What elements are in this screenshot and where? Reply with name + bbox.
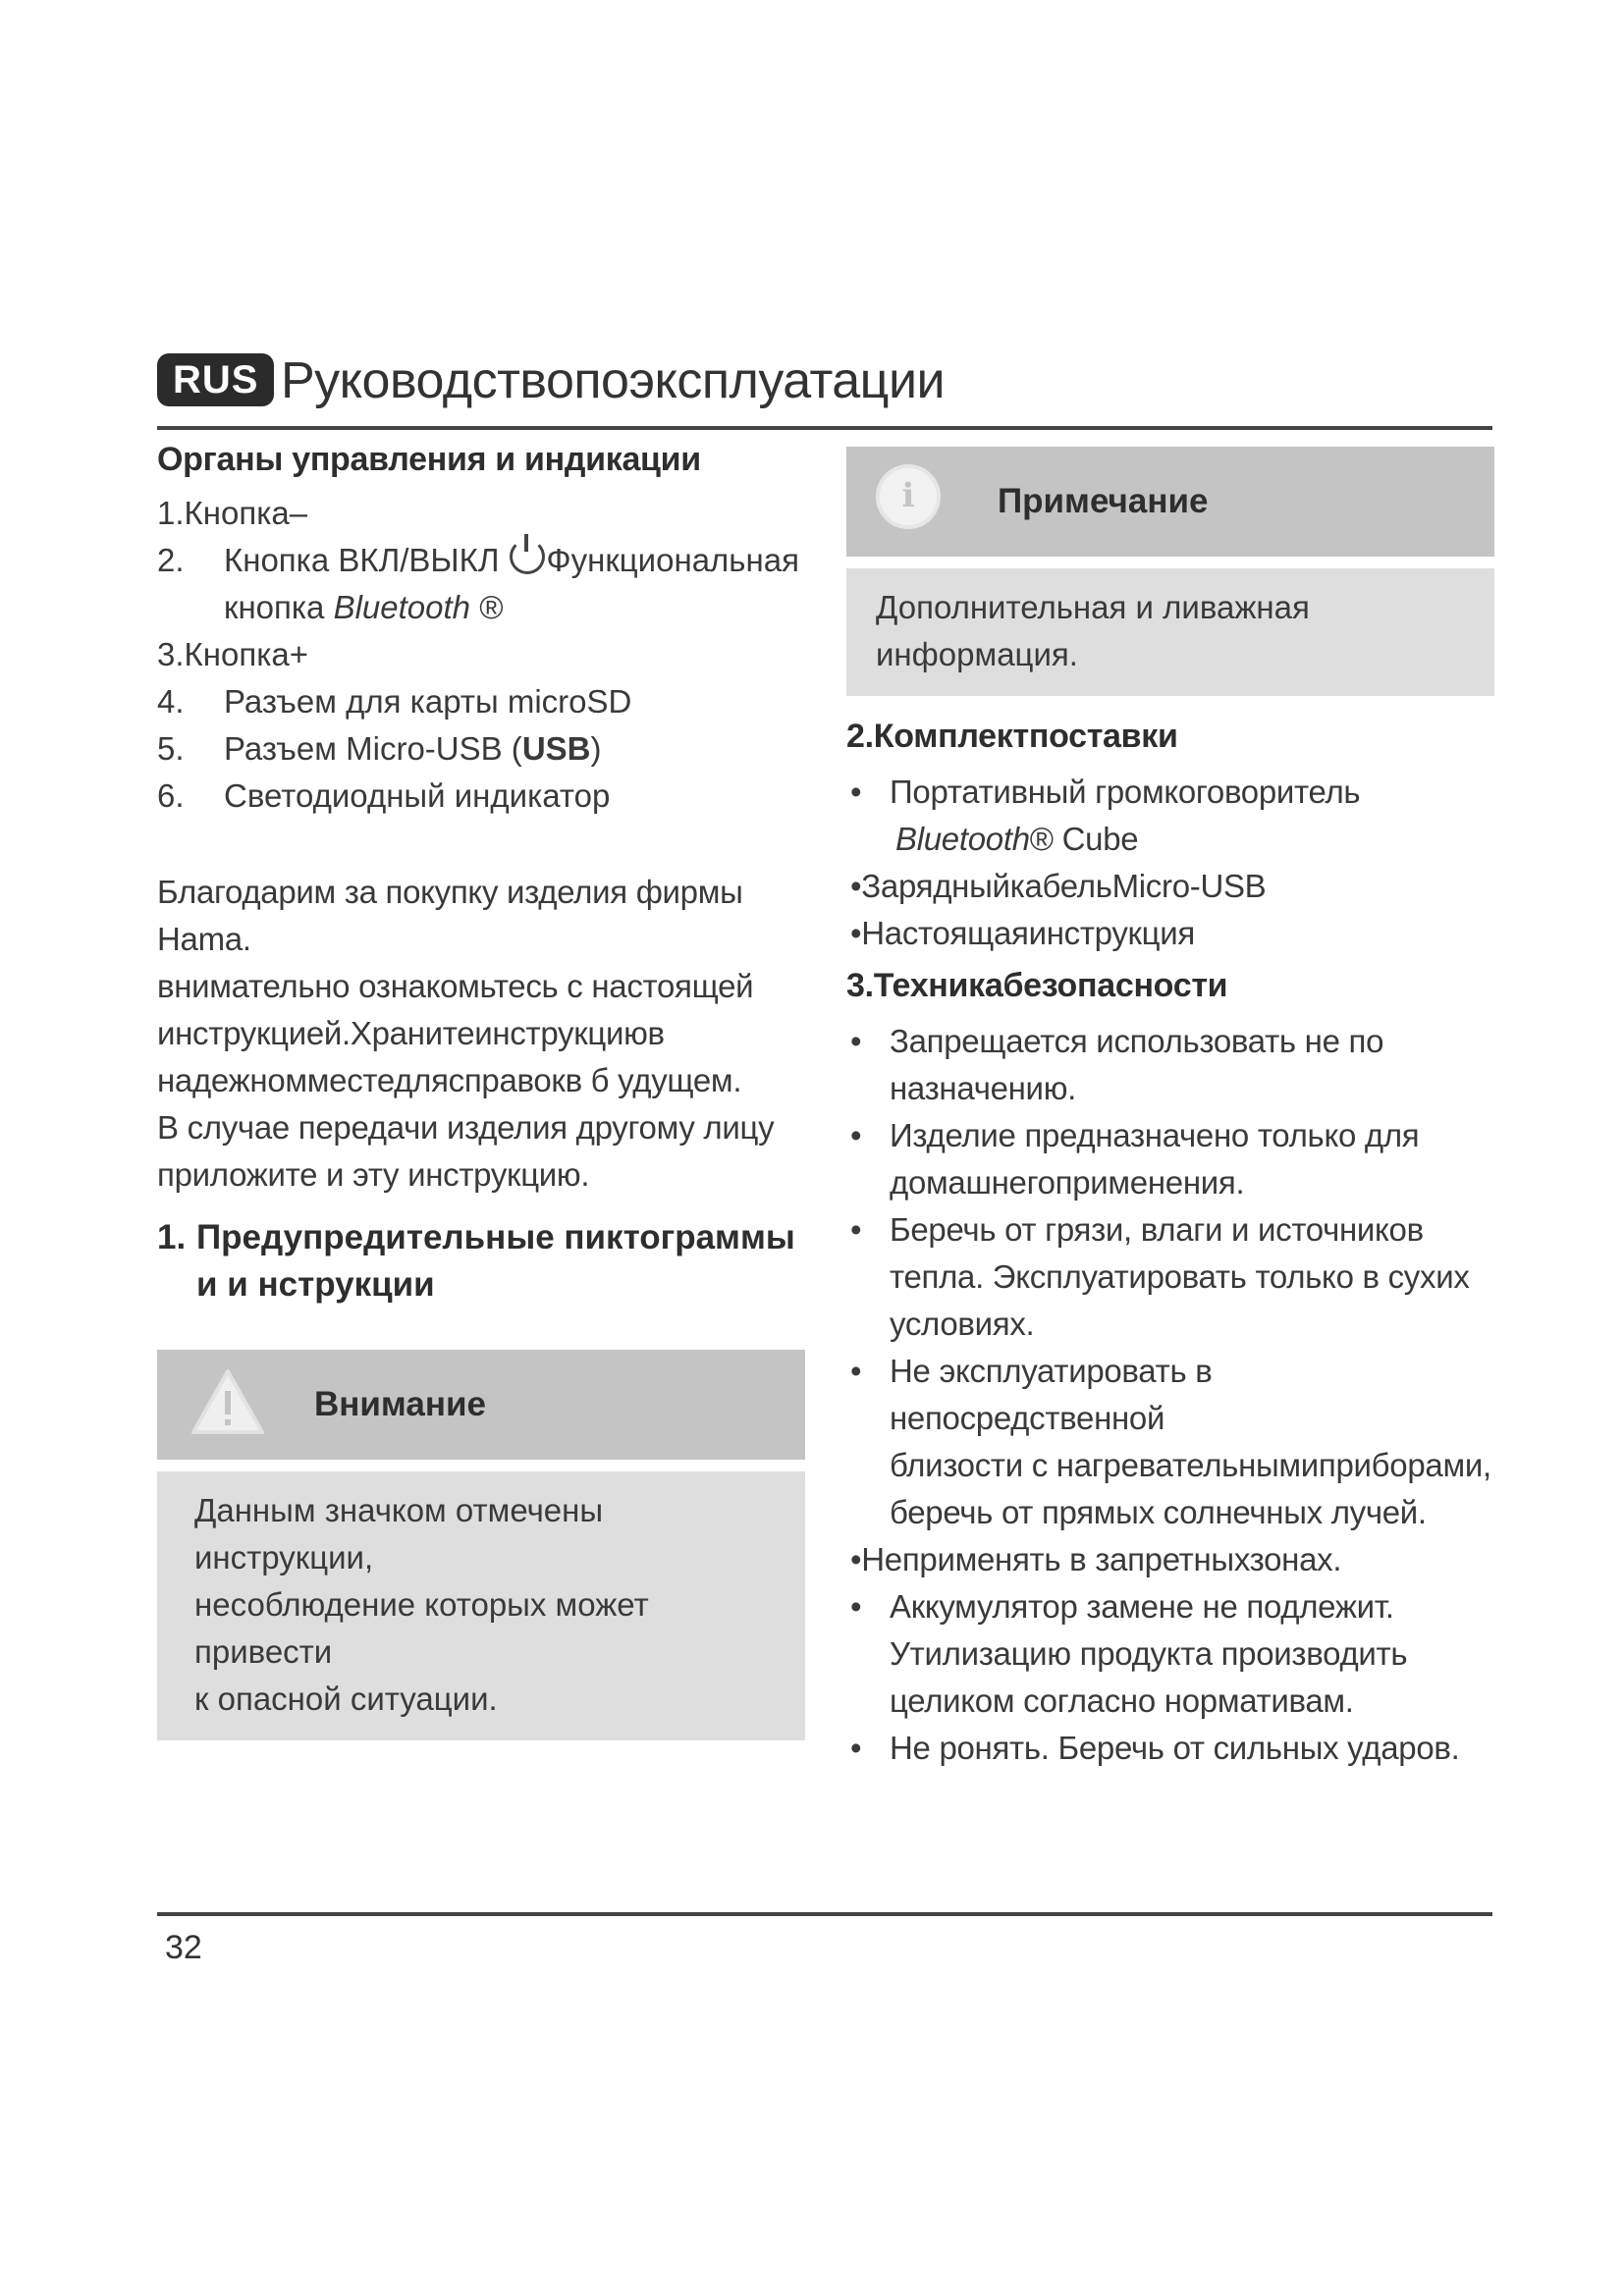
safety-list [846, 1018, 1494, 1772]
power-icon [510, 539, 545, 574]
list-item: • Изделие предназначено только для домашнегоприменения. [850, 1117, 1420, 1201]
safety-heading: 3.Техникабезопасности [846, 967, 1228, 1004]
list-item: • Не ронять. Беречь от сильных ударов. [850, 1730, 1460, 1766]
warnings-heading: 1. Предупредительные пиктограммы и и нструкции [157, 1218, 795, 1304]
thanks-paragraph: Благодарим за покупку изделия фирмы Hama. внимательно ознакомьтесь с настоящей инструкцией.Хранитеинструкциюв надежномместедлясправокв б удущем. В случае передачи изделия другому лицу приложите и эту инструкцию. [157, 874, 775, 1193]
language-badge: RUS [157, 353, 274, 406]
list-item: •ЗарядныйкабельMicro-USB [850, 868, 1267, 904]
note-box-body: Дополнительная и ливажная информация. [846, 568, 1494, 696]
page-number: 32 [165, 1929, 202, 1966]
left-column [157, 437, 805, 1740]
warning-triangle-icon [190, 1367, 265, 1436]
page-header [157, 348, 1492, 417]
note-box-header [846, 447, 1494, 557]
attention-box [157, 1350, 805, 1740]
header-divider [157, 426, 1492, 430]
list-item: 6. Светодиодный индикатор [157, 777, 611, 814]
package-heading: 2.Комплектпоставки [846, 718, 1178, 755]
footer-divider [157, 1912, 1492, 1916]
controls-heading: Органы управления и индикации [157, 441, 701, 478]
list-item: 4. Разъем для карты microSD [157, 683, 632, 720]
list-item: • Запрещается использовать не по назначению. [850, 1023, 1384, 1106]
package-list [846, 769, 1494, 957]
controls-list [157, 490, 805, 820]
right-column [846, 447, 1494, 1772]
list-item: 1.Кнопка– [157, 495, 308, 531]
list-item: • Беречь от грязи, влаги и источников тепла. Эксплуатировать только в сухих условиях. [850, 1211, 1470, 1342]
page-title: Руководствопоэксплуатации [281, 352, 946, 409]
list-item: 5. Разъем Micro-USB (USB) [157, 730, 602, 767]
list-item: • Не эксплуатировать в непосредственной близости с нагревательнымиприборами, беречь от прямых солнечных лучей. [850, 1353, 1491, 1530]
note-box [846, 447, 1494, 696]
list-item: 2. Кнопка ВКЛ/ВЫКЛ Функциональная кнопка Bluetooth ® [157, 537, 805, 631]
list-item: •Неприменять в запретныхзонах. [850, 1541, 1342, 1577]
list-item: 3.Кнопка+ [157, 636, 308, 672]
list-item: •Настоящаяинструкция [850, 915, 1195, 951]
attention-title: Внимание [314, 1385, 486, 1423]
list-item: • Портативный громкоговоритель Bluetooth® Cube [850, 774, 1361, 857]
note-title: Примечание [998, 482, 1209, 520]
attention-box-header [157, 1350, 805, 1460]
info-icon: i [876, 464, 941, 529]
attention-box-body: Данным значком отмечены инструкции, несоблюдение которых может привести к опасной ситуации. [157, 1471, 805, 1740]
list-item: • Аккумулятор замене не подлежит. Утилизацию продукта производить целиком согласно нормативам. [850, 1588, 1408, 1719]
